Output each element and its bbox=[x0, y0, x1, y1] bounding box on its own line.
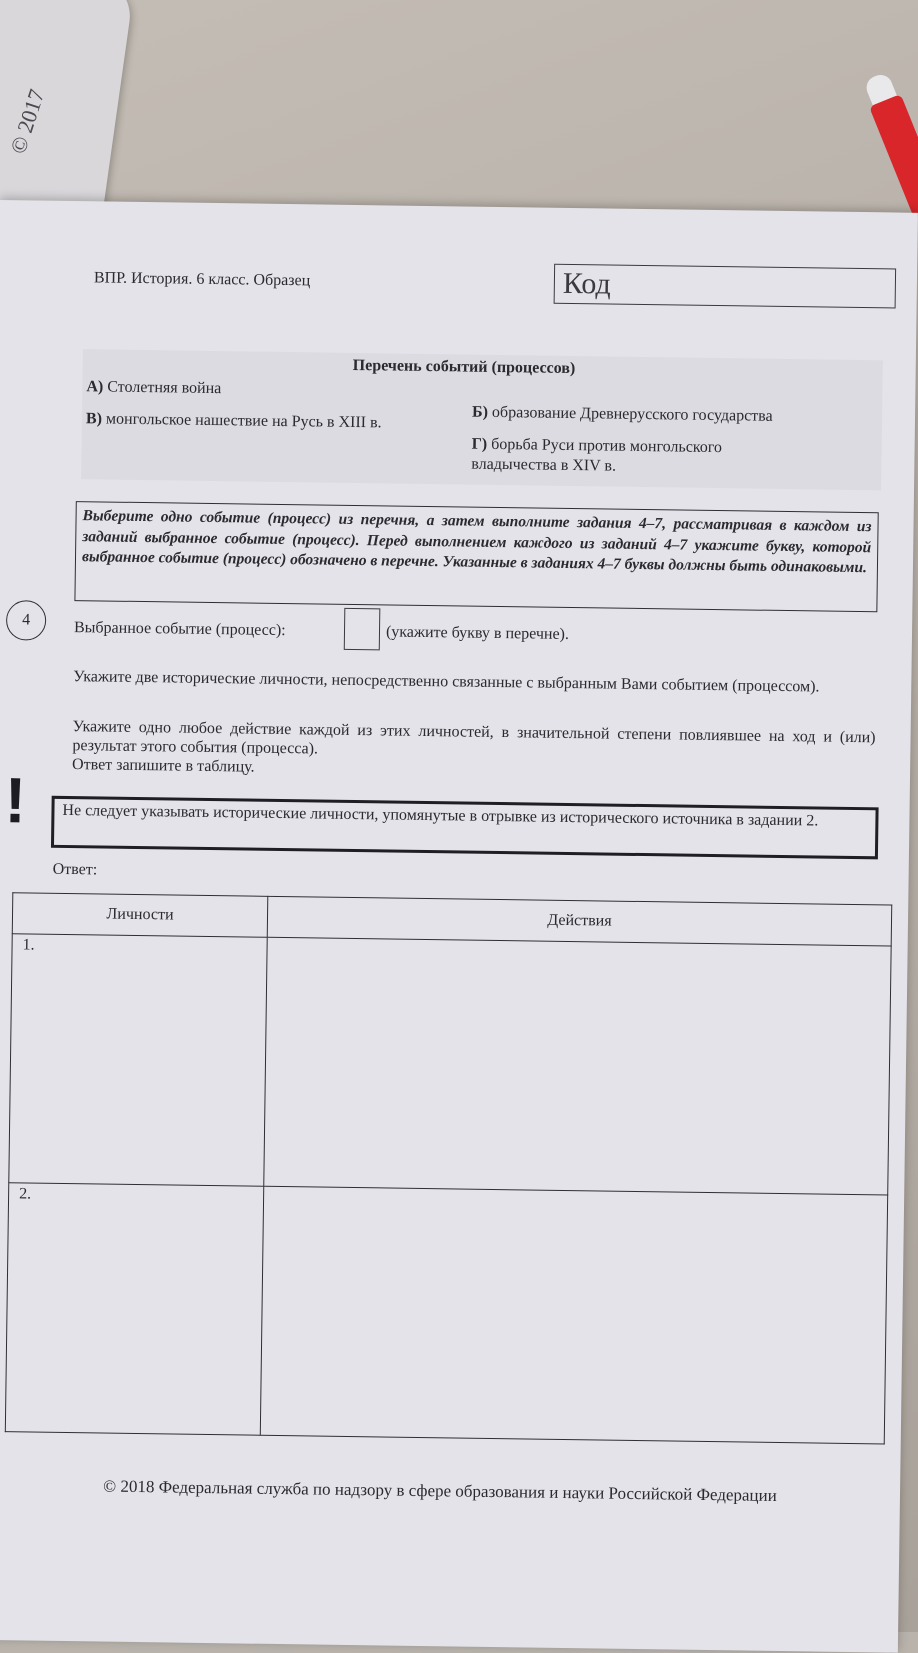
copyright-stamp: © 2017 bbox=[5, 86, 50, 157]
task-paragraph-table: Ответ запишите в таблицу. bbox=[72, 756, 255, 776]
instruction-box: Выберите одно событие (процесс) из перечня, а затем выполните задания 4–7, рассматривая в каждом из заданий выбранное событие (процесс). Перед выполнением каждого из заданий 4–7 укажите букву, которой выбранное событие (процесс) обозначено в перечне. Указанные в заданиях 4–7 буквы должны быть одинаковыми. bbox=[74, 501, 878, 612]
table-row bbox=[9, 934, 891, 1195]
task-paragraph-actions: Укажите одно любое действие каждой из этих личностей, в значительной степени повлиявшее на ход и (или) результат этого события (процесса). bbox=[72, 718, 876, 758]
event-text: образование Древнерусского государства bbox=[491, 403, 773, 425]
event-letter: А) bbox=[86, 378, 104, 396]
events-list bbox=[81, 349, 883, 490]
event-text: Столетняя война bbox=[107, 378, 222, 398]
answer-label: Ответ: bbox=[52, 860, 98, 879]
table-row bbox=[5, 1183, 887, 1444]
row-number: 1. bbox=[22, 936, 35, 954]
event-a bbox=[86, 377, 221, 399]
chosen-event-label: Выбранное событие (процесс): bbox=[73, 619, 286, 640]
event-text: борьба Руси против монгольского владычества в XIV в. bbox=[471, 435, 723, 475]
event-letter: Г) bbox=[471, 435, 488, 453]
task-paragraph-persons: Укажите две исторические личности, непосредственно связанные с выбранным Вами событием (процессом). bbox=[73, 668, 820, 696]
event-g bbox=[471, 435, 792, 479]
person-cell-2[interactable] bbox=[5, 1183, 263, 1436]
page-footer: © 2018 Федеральная служба по надзору в сфере образования и науки Российской Федерации bbox=[103, 1476, 777, 1505]
action-cell-1[interactable] bbox=[264, 937, 891, 1195]
chosen-letter-box[interactable] bbox=[344, 608, 381, 650]
page-header-title: ВПР. История. 6 класс. Образец bbox=[93, 269, 311, 290]
person-cell-1[interactable] bbox=[9, 934, 267, 1187]
task-number: 4 bbox=[6, 600, 47, 641]
event-text: монгольское нашествие на Русь в XIII в. bbox=[105, 410, 382, 432]
warning-box: Не следует указывать исторические личности, упомянутые в отрывке из исторического источника в задании 2. bbox=[51, 796, 879, 860]
event-letter: В) bbox=[85, 410, 103, 428]
action-cell-2[interactable] bbox=[260, 1186, 887, 1444]
event-b bbox=[472, 403, 773, 427]
exclamation-icon: ! bbox=[4, 764, 27, 837]
events-title: Перечень событий (процессов) bbox=[352, 356, 576, 378]
worksheet-page bbox=[0, 200, 918, 1653]
code-box[interactable] bbox=[554, 264, 897, 309]
code-label: Код bbox=[562, 266, 612, 301]
chosen-event-hint: (укажите букву в перечне). bbox=[385, 623, 570, 643]
column-header-persons: Личности bbox=[12, 893, 268, 938]
answer-table bbox=[5, 892, 892, 1444]
event-v bbox=[86, 409, 382, 433]
column-header-actions: Действия bbox=[267, 896, 892, 946]
row-number: 2. bbox=[19, 1185, 32, 1203]
event-letter: Б) bbox=[471, 403, 489, 421]
